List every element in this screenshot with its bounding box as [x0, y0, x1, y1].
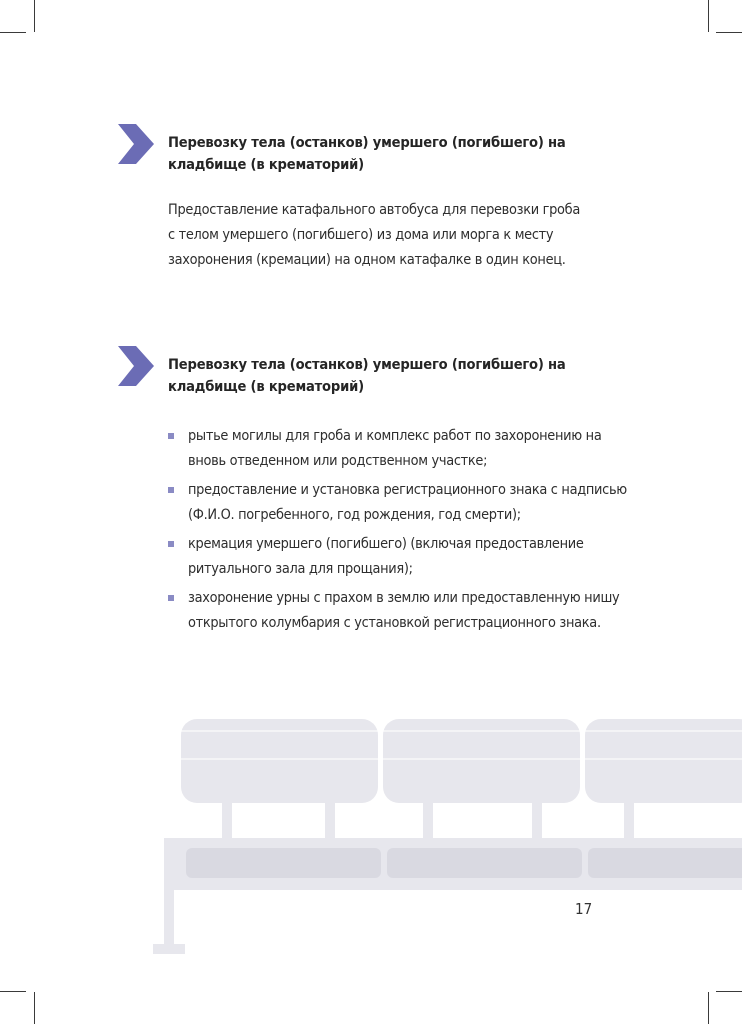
- section-paragraph: Предоставление катафального автобуса для перевозки гроба с телом умершего (погибшего) из дома или морга к месту захоронения (кремации) на одном катафалке в один конец.: [168, 202, 580, 268]
- list-item: [168, 478, 638, 528]
- crop-mark: [716, 32, 742, 33]
- crop-mark: [0, 991, 26, 992]
- bullet-icon: [168, 595, 174, 601]
- services-list: [168, 424, 638, 640]
- bullet-icon: [168, 433, 174, 439]
- crop-mark: [34, 0, 35, 32]
- chevron-arrow-icon: [114, 122, 158, 166]
- chevron-arrow-icon: [114, 344, 158, 388]
- crop-mark: [0, 32, 26, 33]
- list-item-text: рытье могилы для гроба и комплекс работ по захоронению на вновь отведенном или родственном участке;: [188, 428, 602, 469]
- section-1: [110, 122, 670, 302]
- bench-illustration: [0, 700, 742, 960]
- section-heading: Перевозку тела (останков) умершего (погибшего) на кладбище (в крематорий): [168, 134, 566, 173]
- crop-mark: [708, 992, 709, 1024]
- list-item: [168, 586, 638, 636]
- section-heading: Перевозку тела (останков) умершего (погибшего) на кладбище (в крематорий): [168, 356, 566, 395]
- list-item: [168, 424, 638, 474]
- section-2: [110, 344, 670, 684]
- list-item-text: захоронение урны с прахом в землю или предоставленную нишу открытого колумбария с установкой регистрационного знака.: [188, 590, 620, 631]
- list-item-text: предоставление и установка регистрационного знака с надписью (Ф.И.О. погребенного, год рождения, год смерти);: [188, 482, 627, 523]
- list-item: [168, 532, 638, 582]
- list-item-text: кремация умершего (погибшего) (включая предоставление ритуального зала для прощания);: [188, 536, 584, 577]
- bullet-icon: [168, 487, 174, 493]
- bullet-icon: [168, 541, 174, 547]
- page-number: 17: [575, 900, 593, 918]
- crop-mark: [716, 991, 742, 992]
- crop-mark: [708, 0, 709, 32]
- crop-mark: [34, 992, 35, 1024]
